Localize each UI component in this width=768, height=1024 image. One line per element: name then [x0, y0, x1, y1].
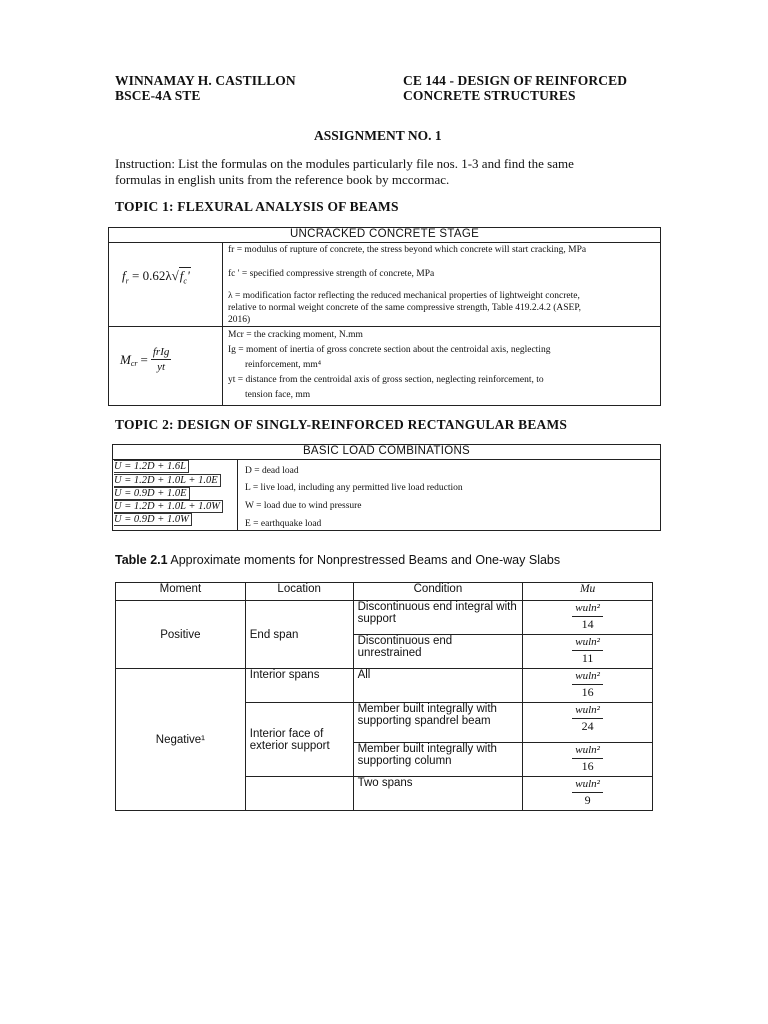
def-lambda-line1: λ = modification factor reflecting the reduced mechanical properties of lightweight concrete,: [228, 291, 580, 301]
negative-moment-cell: Negative¹: [116, 669, 246, 811]
assignment-title: ASSIGNMENT NO. 1: [314, 128, 442, 143]
mu-cell: $\frac{\text{wuln²}}{9}$: [523, 777, 653, 811]
col-header-moment: Moment: [116, 583, 246, 601]
condition-cell: Member built integrally with supporting column: [353, 743, 523, 777]
interior-spans-cell: Interior spans: [245, 669, 353, 703]
load-combination-5: U = 0.9D + 1.0W: [114, 514, 192, 526]
end-span-cell: End span: [245, 601, 353, 669]
load-combination-1: U = 1.2D + 1.6L: [114, 461, 189, 473]
def-fr: fr = modulus of rupture of concrete, the stress beyond which concrete will start cracking, MPa: [228, 245, 587, 255]
condition-cell: Two spans: [353, 777, 523, 811]
def-ig-line1: Ig = moment of inertia of gross concrete section about the centroidal axis, neglecting: [228, 345, 551, 355]
table-row: [116, 601, 653, 635]
def-wind-load: W = load due to wind pressure: [245, 501, 362, 511]
def-yt-line2: tension face, mm: [245, 390, 311, 400]
load-combinations-title: BASIC LOAD COMBINATIONS: [302, 445, 471, 457]
mu-cell: $\frac{\text{wuln²}}{11}$: [523, 635, 653, 669]
empty-location-cell: [245, 777, 353, 811]
course-title-line2: CONCRETE STRUCTURES: [403, 88, 576, 103]
cracking-moment-formula: M $_{cr}$ = $\frac{\text{frIg}}{yt}$: [120, 346, 170, 373]
condition-cell: Discontinuous end integral with support: [353, 601, 523, 635]
mu-cell: $\frac{\text{wuln²}}{24}$: [523, 703, 653, 743]
interior-face-cell: Interior face of exterior support: [245, 703, 353, 777]
col-header-location: Location: [245, 583, 353, 601]
course-title-line1: CE 144 - DESIGN OF REINFORCED: [403, 73, 628, 88]
def-lambda-line3: 2016): [228, 315, 251, 325]
uncracked-box-title: UNCRACKED CONCRETE STAGE: [289, 228, 480, 240]
def-yt-line1: yt = distance from the centroidal axis of gross section, neglecting reinforcement, to: [228, 375, 544, 385]
def-dead-load: D = dead load: [245, 466, 299, 476]
def-lambda-line2: relative to normal weight concrete of the same compressive strength, Table 419.2.4.2 (ASEP,: [228, 303, 581, 313]
def-earthquake-load: E = earthquake load: [245, 519, 322, 529]
table-row: [116, 669, 653, 703]
col-header-condition: Condition: [353, 583, 523, 601]
mu-cell: $\frac{\text{wuln²}}{16}$: [523, 669, 653, 703]
condition-cell: All: [353, 669, 523, 703]
mu-cell: $\frac{\text{wuln²}}{14}$: [523, 601, 653, 635]
def-mcr: Mcr = the cracking moment, N.mm: [228, 330, 363, 340]
approximate-moments-table: [115, 582, 653, 811]
instruction-line2: formulas in english units from the reference book by mccormac.: [115, 172, 450, 187]
positive-moment-cell: Positive: [116, 601, 246, 669]
modulus-rupture-formula: $f_r = 0.62\lambda√f_c'$: [122, 268, 190, 286]
table21-caption: Table 2.1 Approximate moments for Nonprestressed Beams and One-way Slabs: [115, 553, 561, 567]
topic1-heading: TOPIC 1: FLEXURAL ANALYSIS OF BEAMS: [115, 199, 399, 214]
def-live-load: L = live load, including any permitted live load reduction: [245, 483, 463, 493]
instruction-line1: Instruction: List the formulas on the modules particularly file nos. 1-3 and find the same: [115, 156, 574, 171]
condition-cell: Discontinuous end unrestrained: [353, 635, 523, 669]
student-name: WINNAMAY H. CASTILLON: [115, 73, 296, 88]
def-ig-line2: reinforcement, mm⁴: [245, 360, 322, 370]
condition-cell: Member built integrally with supporting spandrel beam: [353, 703, 523, 743]
topic2-heading: TOPIC 2: DESIGN OF SINGLY-REINFORCED RECTANGULAR BEAMS: [115, 417, 568, 432]
load-combination-3: U = 0.9D + 1.0E: [114, 488, 190, 500]
load-combination-4: U = 1.2D + 1.0L + 1.0W: [114, 501, 223, 513]
col-header-mu: Mu: [523, 583, 653, 601]
def-fc: fc ' = specified compressive strength of concrete, MPa: [228, 269, 435, 279]
student-section: BSCE-4A STE: [115, 88, 201, 103]
load-combination-2: U = 1.2D + 1.0L + 1.0E: [114, 475, 221, 487]
mu-cell: $\frac{\text{wuln²}}{16}$: [523, 743, 653, 777]
